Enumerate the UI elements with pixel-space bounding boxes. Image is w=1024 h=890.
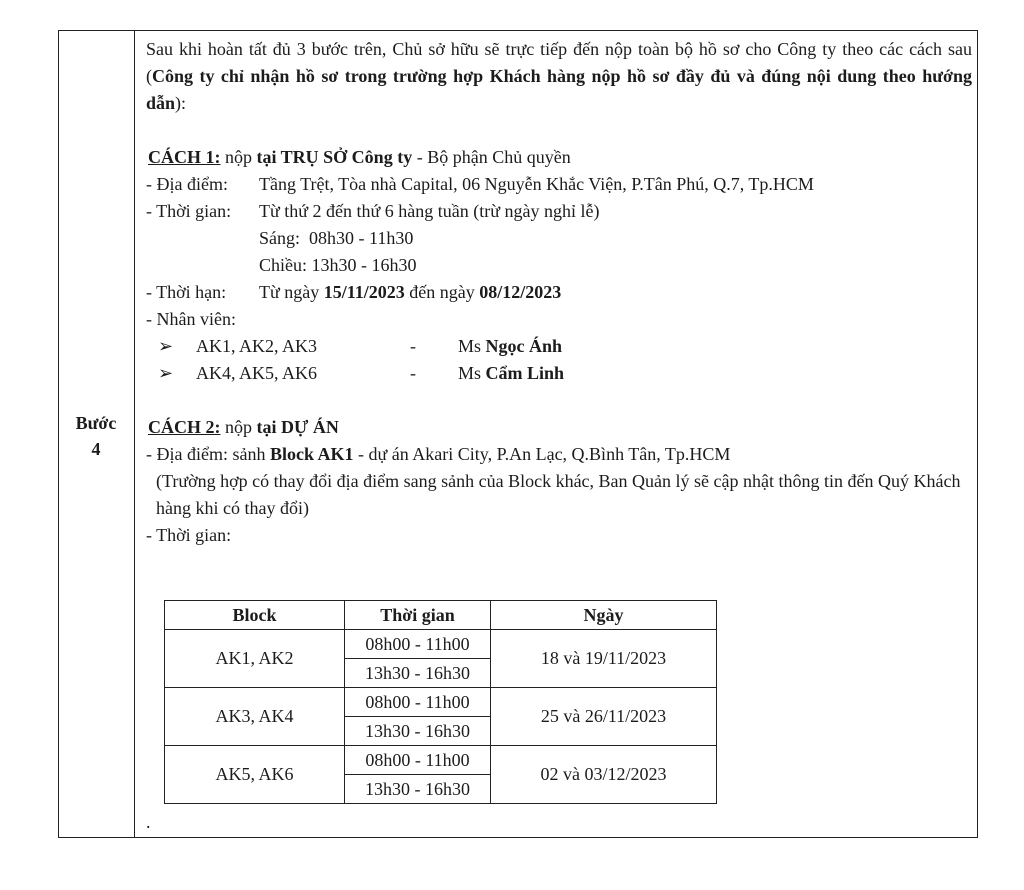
method1-deadline-pre: Từ ngày <box>259 282 324 302</box>
method1-afternoon-text: Chiều: 13h30 - 16h30 <box>259 255 417 275</box>
step-content <box>146 36 972 549</box>
staff-item <box>146 360 972 387</box>
cell-date: 02 và 03/12/2023 <box>491 746 717 804</box>
cell-slot: 08h00 - 11h00 <box>345 688 491 717</box>
method1-label: CÁCH 1: <box>148 147 221 167</box>
staff-name: Cẩm Linh <box>485 363 565 383</box>
cell-date: 18 và 19/11/2023 <box>491 630 717 688</box>
method2-time-label: - Thời gian: <box>146 525 232 545</box>
method2-location <box>146 441 972 468</box>
cell-block: AK5, AK6 <box>165 746 345 804</box>
intro-end: ): <box>175 93 187 113</box>
intro-paragraph <box>146 36 972 117</box>
staff-prefix: Ms <box>458 363 486 383</box>
method2-title <box>146 414 972 441</box>
method1-title <box>146 144 972 171</box>
method1-deadline <box>146 279 972 306</box>
cell-block: AK1, AK2 <box>165 630 345 688</box>
arrow-bullet-icon: ➢ <box>158 336 174 356</box>
table-row <box>165 746 717 775</box>
step-number: 4 <box>91 439 101 459</box>
staff-dash: - <box>410 336 416 356</box>
method1-time <box>146 198 972 225</box>
step-word: Bước <box>75 413 117 433</box>
table-header-row <box>165 601 717 630</box>
header-block: Block <box>165 601 345 630</box>
method2-title-bold: tại DỰ ÁN <box>256 417 339 437</box>
staff-name: Ngọc Ánh <box>485 336 563 356</box>
cell-slot: 08h00 - 11h00 <box>345 746 491 775</box>
header-time: Thời gian <box>345 601 491 630</box>
method1-afternoon <box>146 252 972 279</box>
column-divider <box>134 30 135 838</box>
method1-title-post: - Bộ phận Chủ quyền <box>412 147 571 167</box>
method1-morning-text: Sáng: 08h30 - 11h30 <box>259 228 414 248</box>
cell-slot: 13h30 - 16h30 <box>345 775 491 804</box>
method2-title-pre: nộp <box>220 417 257 437</box>
cell-slot: 13h30 - 16h30 <box>345 717 491 746</box>
table-row <box>165 688 717 717</box>
method1-time-label: - Thời gian: <box>146 201 232 221</box>
method2-note: (Trường hợp có thay đổi địa điểm sang sảnh của Block khác, Ban Quản lý sẽ cập nhật thông tin đến Quý Khách hàng khi có thay đổi) <box>156 471 961 518</box>
staff-dash: - <box>410 363 416 383</box>
cell-slot: 13h30 - 16h30 <box>345 659 491 688</box>
method1-morning <box>146 225 972 252</box>
step-label <box>58 410 134 462</box>
schedule-table <box>164 600 717 804</box>
method2-location-pre: - Địa điểm: sảnh <box>146 444 270 464</box>
method2-location-bold: Block AK1 <box>269 444 354 464</box>
method1-location-label: - Địa điểm: <box>146 174 228 194</box>
method2-location-post: - dự án Akari City, P.An Lạc, Q.Bình Tân, Tp.HCM <box>353 444 731 464</box>
trailing-dot: . <box>146 812 151 832</box>
method1-deadline-mid: đến ngày <box>404 282 480 302</box>
method1-location-value: Tầng Trệt, Tòa nhà Capital, 06 Nguyễn Khắc Viện, P.Tân Phú, Q.7, Tp.HCM <box>259 174 814 194</box>
cell-block: AK3, AK4 <box>165 688 345 746</box>
method1-time-value: Từ thứ 2 đến thứ 6 hàng tuần (trừ ngày nghỉ lễ) <box>259 201 600 221</box>
method1-deadline-from: 15/11/2023 <box>323 282 405 302</box>
arrow-bullet-icon: ➢ <box>158 363 174 383</box>
staff-blocks: AK1, AK2, AK3 <box>196 336 318 356</box>
method1-location <box>146 171 972 198</box>
intro-bold-note: Công ty chỉ nhận hồ sơ trong trường hợp Khách hàng nộp hồ sơ đầy đủ và đúng nội dung theo hướng dẫn <box>146 66 972 113</box>
method1-staff-label: - Nhân viên: <box>146 309 236 329</box>
table-row <box>165 630 717 659</box>
staff-blocks: AK4, AK5, AK6 <box>196 363 318 383</box>
method1-title-bold: tại TRỤ SỞ Công ty <box>256 147 413 167</box>
intro-text: Sau khi hoàn tất đủ 3 bước trên, Chủ sở hữu sẽ trực tiếp đến nộp toàn bộ hồ sơ cho Công ty theo các cách sau ( <box>146 39 972 86</box>
header-date: Ngày <box>491 601 717 630</box>
cell-slot: 08h00 - 11h00 <box>345 630 491 659</box>
method1-deadline-label: - Thời hạn: <box>146 282 227 302</box>
staff-prefix: Ms <box>458 336 486 356</box>
method1-deadline-to: 08/12/2023 <box>479 282 562 302</box>
method1-title-pre: nộp <box>220 147 257 167</box>
staff-item <box>146 333 972 360</box>
method2-label: CÁCH 2: <box>148 417 221 437</box>
cell-date: 25 và 26/11/2023 <box>491 688 717 746</box>
